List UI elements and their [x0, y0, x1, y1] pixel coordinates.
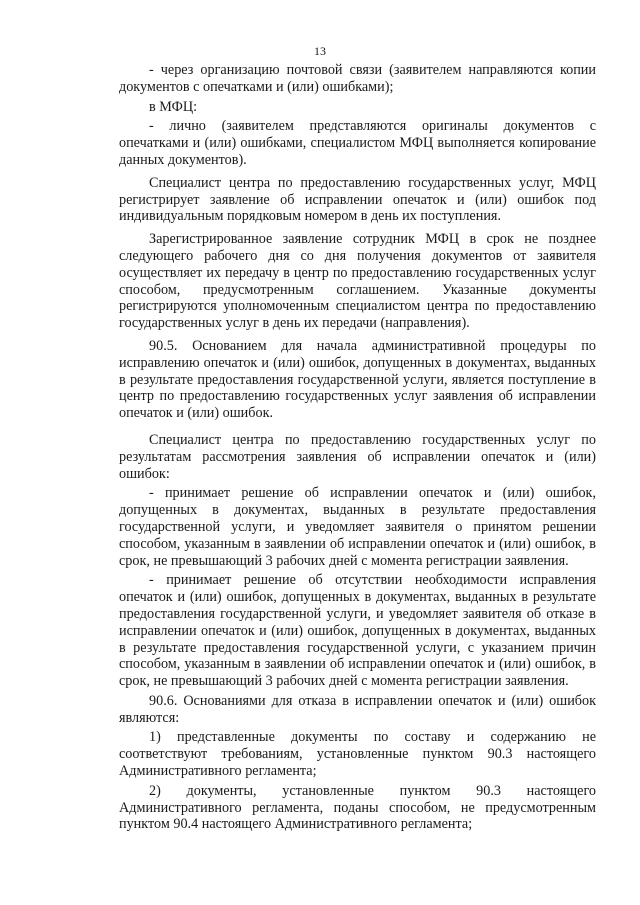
paragraph-postal: - через организацию почтовой связи (заявителем направляются копии документов с опечатками и (или) ошибками); [119, 62, 596, 95]
paragraph-90-6: 90.6. Основаниями для отказа в исправлении опечаток и (или) ошибок являются: [119, 692, 596, 726]
paragraph-registration: Специалист центра по предоставлению государственных услуг, МФЦ регистрирует заявление об исправлении опечаток и (или) ошибок под индивидуальным порядковым номером в день их поступления. [119, 174, 596, 225]
paragraph-reason-2: 2) документы, установленные пунктом 90.3 настоящего Административного регламента, поданы способом, не предусмотренным пунктом 90.4 настоящего Административного регламента; [119, 782, 596, 833]
page-number: 13 [314, 44, 326, 58]
document-body [119, 62, 596, 833]
paragraph-reason-1: 1) представленные документы по составу и содержанию не соответствуют требованиям, установленные пунктом 90.3 настоящего Административного регламента; [119, 729, 596, 780]
paragraph-90-5: 90.5. Основанием для начала административной процедуры по исправлению опечаток и (или) ошибок, допущенных в документах, выданных в результате предоставления государственной услуги, является поступление в центр по предоставлению государственных услуг заявления об исправлении опечаток и (или) ошибок. [119, 337, 596, 422]
paragraph-specialist-review: Специалист центра по предоставлению государственных услуг по результатам рассмотрения заявления об исправлении опечаток и (или) ошибок: [119, 431, 596, 482]
paragraph-decision-refuse: - принимает решение об отсутствии необходимости исправления опечаток и (или) ошибок, допущенных в документах, выданных в результате предоставления государственной услуги, и уведомляет заявителя об отказе в исправлении опечаток и (или) ошибок, допущенных в документах, выданных в результате предоставления государственной услуги, с указанием причин способом, указанным в заявлении об исправлении опечаток и (или) ошибок, в срок, не превышающий 3 рабочих дней с момента регистрации заявления. [119, 572, 596, 690]
paragraph-mfc-heading: в МФЦ: [149, 98, 198, 115]
paragraph-transfer: Зарегистрированное заявление сотрудник МФЦ в срок не позднее следующего рабочего дня со дня получения документов от заявителя осуществляет их передачу в центр по предоставлению государственных услуг способом, предусмотренным соглашением. Указанные документы регистрируются уполномоченным специалистом центра по предоставлению государственных услуг в день их передачи (направления). [119, 231, 596, 332]
paragraph-decision-correct: - принимает решение об исправлении опечаток и (или) ошибок, допущенных в документах, выданных в результате предоставления государственной услуги, и уведомляет заявителя о принятом решении способом, указанным в заявлении об исправлении опечаток и (или) ошибок, в срок, не превышающий 3 рабочих дней с момента регистрации заявления. [119, 485, 596, 569]
paragraph-in-person: - лично (заявителем представляются оригиналы документов с опечатками и (или) ошибками, специалистом МФЦ выполняется копирование данных документов). [119, 118, 596, 168]
